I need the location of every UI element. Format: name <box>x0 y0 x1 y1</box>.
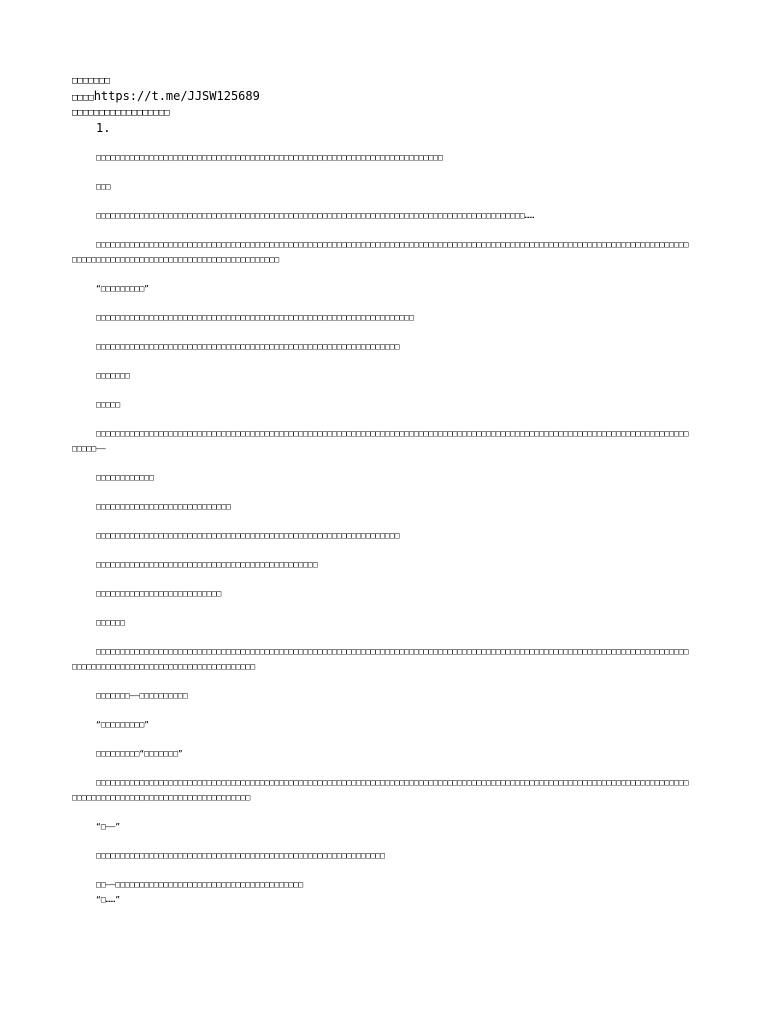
header-line-2 <box>72 89 692 106</box>
paragraph: “□……” <box>96 895 121 904</box>
paragraph: □□□ <box>96 182 111 191</box>
paragraph: □□□□□□□□□□□□□□□□□□□□□□□□□□□□□□□□□□□□□□□□□□□□□□□□□□□□□□□□□□□□□□□ <box>96 531 400 540</box>
section-number: 1. <box>96 121 111 135</box>
header-line-1: □□□□□□□ <box>72 76 110 86</box>
paragraph: □□□□□□ <box>96 618 125 627</box>
paragraph: □□——□□□□□□□□□□□□□□□□□□□□□□□□□□□□□□□□□□□□□□□ <box>96 880 304 889</box>
paragraph: □□□□□□□□□□□□□□□□□□□□□□□□□□□□□□□□□□□□□□□□□□□□□□□□□□□□□□□□□□□□□□□□□□□□□□□□□□□□□□□□□□□□□□□□□□□□□□□□□□□□□□□□□□□□□□□□□□□□□□□□□□□□□□□□□□□□□□□□□□□□□□□□□□□□□□□□□□□□□□□□□□□□□□ <box>72 240 689 264</box>
paragraph: □□□□□□□□□□□□□□□□□□□□□□□□□□ <box>96 589 222 598</box>
paragraph: “□——” <box>96 822 121 831</box>
paragraph: □□□□□□□□□□□□□□□□□□□□□□□□□□□□□□□□□□□□□□□□□□□□□□□□□□□□□□□□□□□□□□□□□□□□□□□□□□□□□□□□□□□□□□□□□□□□□□□□□□□□□□□□□□□□□□□□□□□□□□□□□□□□□□□□□□□□□□□□□□□□□□□□□□□□□□□□□□□□□□□□ <box>72 778 689 802</box>
telegram-link[interactable]: https://t.me/JJSW125689 <box>93 89 260 103</box>
document-page <box>72 74 692 907</box>
paragraph: □□□□□□□□□□□□□□□□□□□□□□□□□□□□□□□□□□□□□□□□□□□□□□□□□□□□□□□□□□□□□□□□□□□□□□□□□□□□□□□□□□□□□□□□□…… <box>96 211 535 220</box>
paragraph: “□□□□□□□□□” <box>96 720 149 729</box>
paragraph: □□□□□□□□□□□□□□□□□□□□□□□□□□□□ <box>96 502 231 511</box>
header-line-2-prefix: □□□□ <box>72 93 94 103</box>
body-text <box>72 150 692 907</box>
paragraph: □□□□□□□□□□□□□□□□□□□□□□□□□□□□□□□□□□□□□□□□□□□□□□□□□□□□□□□□□□□□□□□□□□□□□□□□□□□□□□□□□□□□□□□□□□□□□□□□□□□□□□□□□□□□□□□□□□□□□□□□□□□□□□□□□□□□□□□□□□□□□□□□□□□□□□□□□□□□□□□□□ <box>72 647 689 671</box>
paragraph: □□□□□□□□□□□□ <box>96 473 154 482</box>
paragraph: □□□□□□□□□□□□□□□□□□□□□□□□□□□□□□□□□□□□□□□□□□□□□□□□□□□□□□□□□□□□□□□ <box>96 342 400 351</box>
paragraph: □□□□□□□□□□□□□□□□□□□□□□□□□□□□□□□□□□□□□□□□□□□□□□□□□□□□□□□□□□□□□□□□□□ <box>96 313 414 322</box>
header-line-3: □□□□□□□□□□□□□□□□□□ <box>72 108 170 118</box>
paragraph: □□□□□□□□□□□□□□□□□□□□□□□□□□□□□□□□□□□□□□□□□□□□□□ <box>96 560 318 569</box>
paragraph: □□□□□□□——□□□□□□□□□□ <box>96 691 188 700</box>
paragraph: □□□□□□□ <box>96 371 130 380</box>
paragraph: □□□□□□□□□□□□□□□□□□□□□□□□□□□□□□□□□□□□□□□□□□□□□□□□□□□□□□□□□□□□ <box>96 851 385 860</box>
paragraph: □□□□□ <box>96 400 121 409</box>
paragraph: □□□□□□□□□□□□□□□□□□□□□□□□□□□□□□□□□□□□□□□□□□□□□□□□□□□□□□□□□□□□□□□□□□□□□□□□ <box>96 153 443 162</box>
paragraph: □□□□□□□□□□□□□□□□□□□□□□□□□□□□□□□□□□□□□□□□□□□□□□□□□□□□□□□□□□□□□□□□□□□□□□□□□□□□□□□□□□□□□□□□□□□□□□□□□□□□□□□□□□□□□□□□□□□□□□□□□□□□□□□□—— <box>72 429 689 453</box>
paragraph: “□□□□□□□□□” <box>96 284 149 293</box>
paragraph: □□□□□□□□□“□□□□□□□” <box>96 749 183 758</box>
